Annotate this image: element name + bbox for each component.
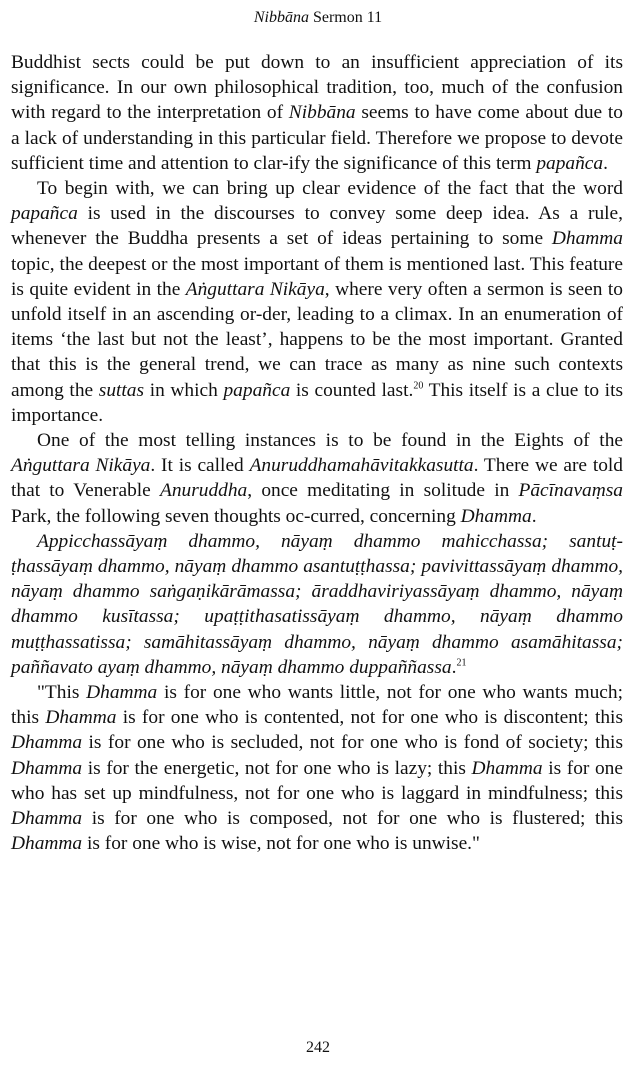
italic-term: Dhamma <box>11 732 83 754</box>
text-run: is for one who has set up mindfulness, not for one who is laggard in mindfulness; this <box>11 757 623 804</box>
text-run: . There we are told that to Venerable <box>11 455 624 502</box>
text-run: "This <box>37 682 87 704</box>
page-number: 242 <box>306 1039 330 1056</box>
paragraph-1 <box>11 50 623 176</box>
text-run: topic, the deepest or the most important of them is mentioned last. This feature is quite evident in the <box>11 253 623 300</box>
italic-term: Dhamma <box>460 505 532 527</box>
footnote-marker: 21 <box>456 657 467 669</box>
text-run: This itself is a clue to its importance. <box>11 379 624 426</box>
text-run: . It is called <box>150 455 250 477</box>
footnote-marker: 20 <box>413 380 424 392</box>
text-run: , once meditating in solitude in <box>247 480 519 502</box>
italic-term: papañca <box>11 203 78 225</box>
italic-term: Aṅguttara Nikāya <box>11 455 151 477</box>
italic-term: Dhamma <box>471 757 543 779</box>
header-title-italic: Nibbāna <box>253 9 309 26</box>
italic-term: Dhamma <box>45 707 117 729</box>
text-run: is for one who is contented, not for one who is discontent; this <box>116 707 623 729</box>
paragraph-2 <box>11 176 623 428</box>
italic-term: Nibbāna <box>288 102 356 124</box>
text-run: Park, the following seven thoughts oc-curred, concerning <box>11 505 461 527</box>
italic-term: Dhamma <box>551 228 623 250</box>
text-run: One of the most telling instances is to be found in the Eights of the <box>37 430 623 452</box>
text-run: is for one who is composed, not for one who is flustered; this <box>82 808 623 830</box>
text-run: To begin with, we can bring up clear evidence of the fact that the word <box>37 178 623 200</box>
pali-quotation <box>11 529 623 680</box>
text-run: . <box>531 505 537 527</box>
italic-term: Dhamma <box>11 833 83 855</box>
text-run: , where very often a sermon is seen to unfold itself in an ascending or-der, leading to a climax. In an enumeration of items ‘the last but not the least’, happens to be the most important. Granted that this is the general trend, we can trace as many as nine such contexts among the <box>11 278 623 401</box>
text-run: is for one who wants little, not for one who wants much; this <box>11 682 623 729</box>
italic-term: Dhamma <box>86 682 158 704</box>
text-run: is used in the discourses to convey some deep idea. As a rule, whenever the Buddha presents a set of ideas pertaining to some <box>11 203 623 250</box>
text-run: is for one who is wise, not for one who is unwise." <box>82 833 480 855</box>
italic-term: Pācīnavaṃsa <box>518 480 623 502</box>
text-run: seems to have come about due to a lack of understanding in this particular field. Therefore we propose to devote sufficient time and attention to clar-ify the significance of this term <box>11 102 623 174</box>
page-body <box>11 50 623 857</box>
text-run: in which <box>144 379 224 401</box>
text-run: is for the energetic, not for one who is lazy; this <box>82 757 472 779</box>
text-run: . <box>451 656 457 678</box>
italic-term: Anuruddha <box>159 480 248 502</box>
italic-term: Aṅguttara Nikāya <box>185 278 325 300</box>
italic-term: Dhamma <box>11 757 83 779</box>
running-header <box>0 8 636 28</box>
paragraph-4-translation <box>11 680 623 856</box>
pali-text: Appicchassāyaṃ dhammo, nāyaṃ dhammo mahicchassa; santuṭ-ṭhassāyaṃ dhammo, nāyaṃ dhammo asantuṭṭhassa; pavivittassāyaṃ dhammo, nāyaṃ dhammo saṅgaṇikārāmassa; āraddhaviriyassāyaṃ dhammo, nāyaṃ dhammo kusītassa; upaṭṭithasatissāyaṃ dhammo, nāyaṃ dhammo muṭṭhassatissa; samāhitassāyaṃ dhammo, nāyaṃ dhammo asamāhitassa; paññavato ayaṃ dhammo, nāyaṃ dhammo duppaññassa <box>11 530 623 678</box>
italic-term: papañca <box>536 152 604 174</box>
italic-term: suttas <box>98 379 145 401</box>
text-run: . <box>603 152 608 174</box>
text-run: is counted last. <box>290 379 414 401</box>
italic-term: Dhamma <box>11 808 83 830</box>
italic-term: Anuruddhamahāvitakkasutta <box>249 455 474 477</box>
text-run: is for one who is secluded, not for one who is fond of society; this <box>82 732 623 754</box>
paragraph-3 <box>11 428 623 529</box>
italic-term: papañca <box>223 379 291 401</box>
header-title-rest: Sermon 11 <box>308 9 383 26</box>
text-run: Buddhist sects could be put down to an insufficient appreciation of its significance. In our own philosophical tradition, too, much of the confusion with regard to the interpretation of <box>11 52 623 124</box>
